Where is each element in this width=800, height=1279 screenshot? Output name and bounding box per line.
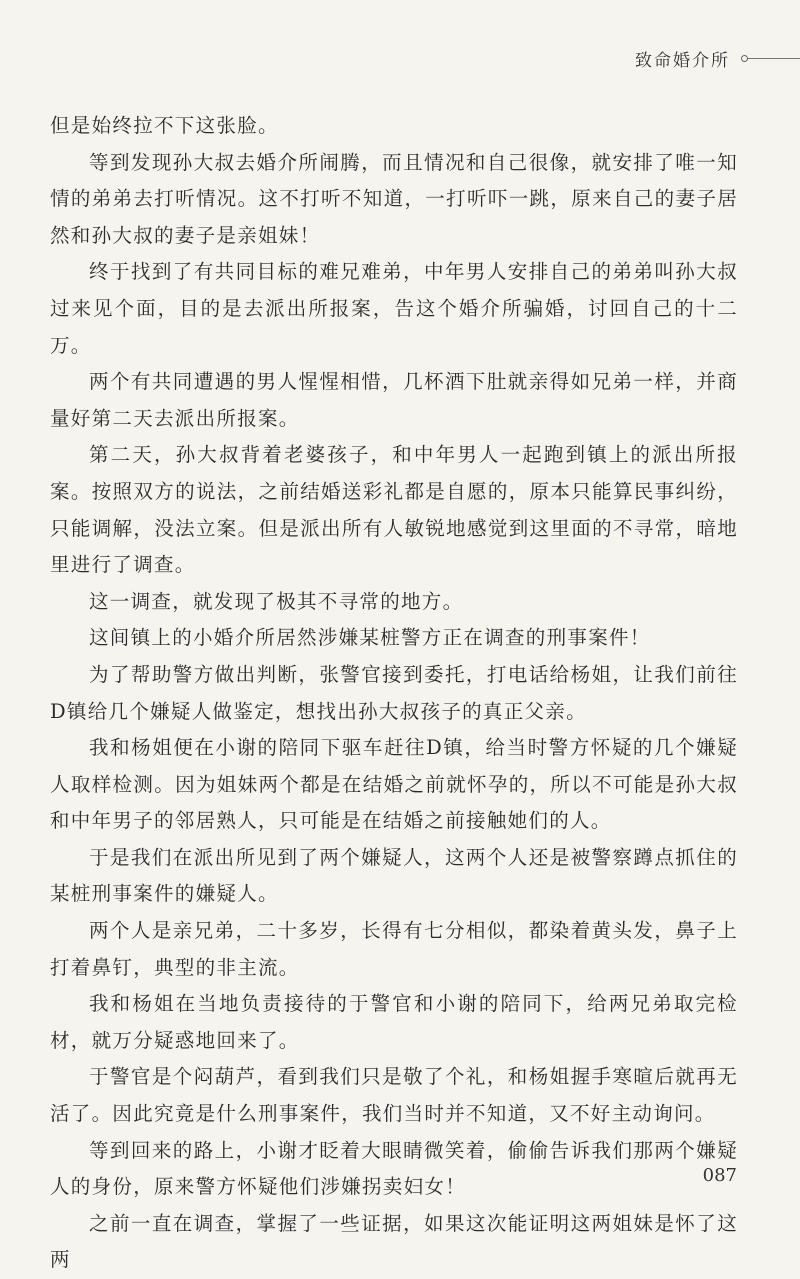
paragraph: 第二天，孙大叔背着老婆孩子，和中年男人一起跑到镇上的派出所报案。按照双方的说法，之前结婚送彩礼都是自愿的，原本只能算民事纠纷，只能调解，没法立案。但是派出所有人敏锐地感觉到这里面的不寻常，暗地里进行了调查。 [50,443,738,577]
paragraph: 终于找到了有共同目标的难兄难弟，中年男人安排自己的弟弟叫孙大叔过来见个面，目的是去派出所报案，告这个婚介所骗婚，讨回自己的十二万。 [50,260,738,357]
paragraph: 这一调查，就发现了极其不寻常的地方。 [89,589,464,613]
page-number: 087 [702,1165,737,1186]
paragraph: 但是始终拉不下这张脸。 [50,114,279,137]
paragraph: 于警官是个闷葫芦，看到我们只是敬了个礼，和杨姐握手寒暄后就再无活了。因此究竟是什么刑事案件，我们当时并不知道，又不好主动询问。 [50,1065,738,1126]
paragraph: 于是我们在派出所见到了两个嫌疑人，这两个人还是被警察蹲点抓住的某桩刑事案件的嫌疑人。 [50,845,738,906]
running-header [0,46,800,76]
body-text [50,108,738,1279]
book-title: 致命婚介所 [635,51,730,71]
header-circle-ornament [741,55,748,62]
paragraph: 两个人是亲兄弟，二十多岁，长得有七分相似，都染着黄头发，鼻子上打着鼻钉，典型的非主流。 [50,919,738,979]
paragraph: 我和杨姐便在小谢的陪同下驱车赶往D镇，给当时警方怀疑的几个嫌疑人取样检测。因为姐妹两个都是在结婚之前就怀孕的，所以不可能是孙大叔和中年男子的邻居熟人，只可能是在结婚之前接触她们的人。 [50,736,738,833]
paragraph: 之前一直在调查，掌握了一些证据，如果这次能证明这两姐妹是怀了这两 [50,1211,738,1272]
paragraph: 两个有共同遭遇的男人惺惺相惜，几杯酒下肚就亲得如兄弟一样，并商量好第二天去派出所报案。 [50,370,738,430]
paragraph: 等到回来的路上，小谢才眨着大眼睛微笑着，偷偷告诉我们那两个嫌疑人的身份，原来警方怀疑他们涉嫌拐卖妇女！ [50,1138,738,1199]
paragraph: 为了帮助警方做出判断，张警官接到委托，打电话给杨姐，让我们前往D镇给几个嫌疑人做鉴定，想找出孙大叔孩子的真正父亲。 [50,662,738,723]
header-rule-line [748,58,800,59]
paragraph: 我和杨姐在当地负责接待的于警官和小谢的陪同下，给两兄弟取完检材，就万分疑惑地回来了。 [50,992,738,1052]
paragraph: 等到发现孙大叔去婚介所闹腾，而且情况和自己很像，就安排了唯一知情的弟弟去打听情况。这不打听不知道，一打听吓一跳，原来自己的妻子居然和孙大叔的妻子是亲姐妹！ [50,150,738,247]
paragraph: 这间镇上的小婚介所居然涉嫌某桩警方正在调查的刑事案件！ [89,626,651,650]
